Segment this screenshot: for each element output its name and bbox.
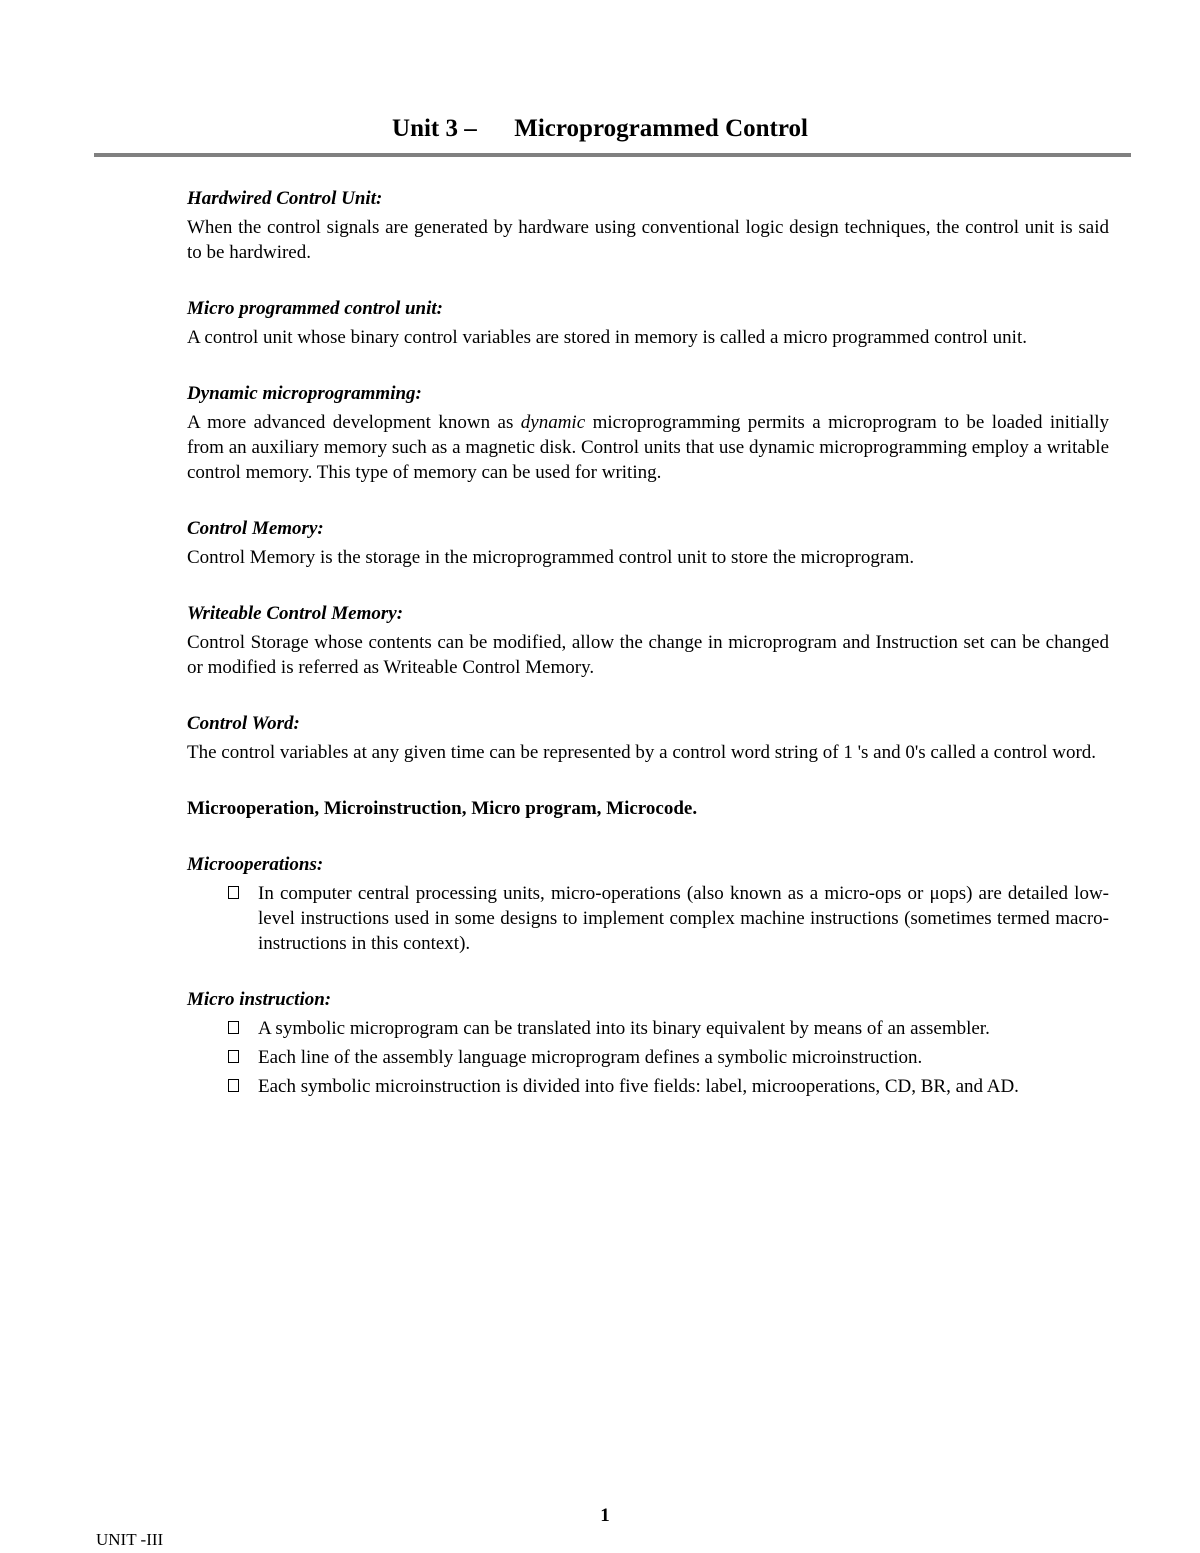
bullet-box-icon xyxy=(228,1021,239,1034)
bullet-list xyxy=(187,881,1109,956)
section-paragraph: Control Storage whose contents can be modified, allow the change in microprogram and Instruction set can be changed or modified is referred as Writeable Control Memory. xyxy=(187,632,1109,678)
section-micro-instruction xyxy=(187,987,1109,1099)
page-title: Unit 3 – Microprogrammed Control xyxy=(392,115,808,142)
section-writeable-control-memory xyxy=(187,601,1109,680)
list-item xyxy=(258,1045,1109,1070)
section-micro-programmed-control-unit xyxy=(187,296,1109,350)
section-paragraph xyxy=(187,410,1109,485)
section-control-word xyxy=(187,711,1109,765)
section-paragraph: The control variables at any given time can be represented by a control word string of 1 's and 0's called a control word. xyxy=(187,742,1097,763)
section-microoperations xyxy=(187,852,1109,956)
section-heading: Control Memory: xyxy=(187,518,324,539)
section-hardwired-control-unit xyxy=(187,186,1109,265)
section-heading: Writeable Control Memory: xyxy=(187,603,404,624)
bullet-box-icon xyxy=(228,886,239,899)
section-dynamic-microprogramming xyxy=(187,381,1109,485)
topics-heading: Microoperation, Microinstruction, Micro program, Microcode. xyxy=(187,798,698,819)
list-item xyxy=(258,1074,1109,1099)
list-item-text: In computer central processing units, micro-operations (also known as a micro-ops or μops) are detailed low-level instructions used in some designs to implement complex machine instructions (sometimes termed macro-instructions in this context). xyxy=(258,883,1109,954)
list-item-text: Each line of the assembly language microprogram defines a symbolic microinstruction. xyxy=(258,1047,923,1068)
section-paragraph: Control Memory is the storage in the microprogrammed control unit to store the microprogram. xyxy=(187,547,915,568)
section-heading: Hardwired Control Unit: xyxy=(187,188,383,209)
paragraph-text-start: A more advanced development known as xyxy=(187,412,521,433)
document-body xyxy=(187,186,1109,1130)
section-heading: Microoperations: xyxy=(187,854,324,875)
bullet-list xyxy=(187,1016,1109,1099)
emphasis-dynamic: dynamic xyxy=(520,412,586,433)
section-heading: Control Word: xyxy=(187,713,300,734)
section-heading: Micro programmed control unit: xyxy=(187,298,443,319)
bullet-box-icon xyxy=(228,1050,239,1063)
list-item-text: Each symbolic microinstruction is divided into five fields: label, microoperations, CD, BR, and AD. xyxy=(258,1076,1019,1097)
footer-unit-label: UNIT -III xyxy=(96,1530,164,1549)
bullet-box-icon xyxy=(228,1079,239,1092)
list-item xyxy=(258,1016,1109,1041)
section-heading: Dynamic microprogramming: xyxy=(187,383,422,404)
section-paragraph: When the control signals are generated by hardware using conventional logic design techniques, the control unit is said to be hardwired. xyxy=(187,217,1109,263)
section-paragraph: A control unit whose binary control variables are stored in memory is called a micro programmed control unit. xyxy=(187,327,1027,348)
section-control-memory xyxy=(187,516,1109,570)
section-heading: Micro instruction: xyxy=(187,989,332,1010)
paragraph-text-end: microprogramming permits a microprogram to be loaded initially from an auxiliary memory such as a magnetic disk. Control units that use dynamic microprogramming employ a writable control memory. This type of memory can be used for writing. xyxy=(187,412,1109,483)
page-number: 1 xyxy=(600,1505,610,1526)
list-item xyxy=(258,881,1109,956)
list-item-text: A symbolic microprogram can be translated into its binary equivalent by means of an assembler. xyxy=(258,1018,990,1039)
title-rule xyxy=(94,153,1131,157)
